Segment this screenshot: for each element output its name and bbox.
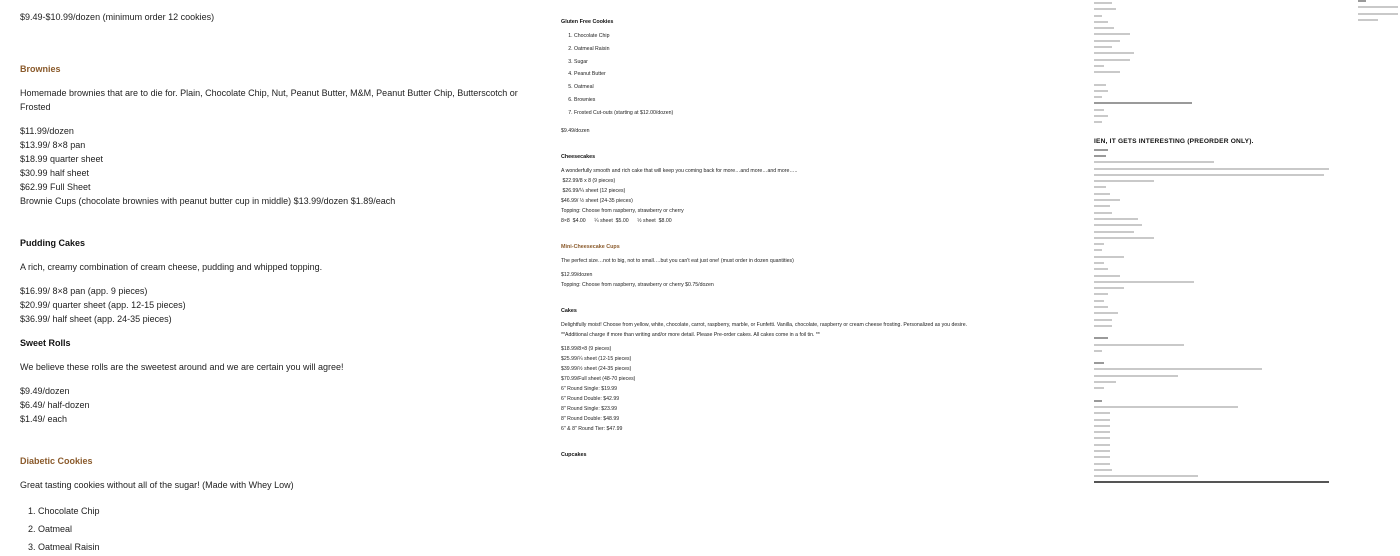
cheesecakes-price: $46.99/ ½ sheet (24-35 pieces) — [561, 197, 633, 204]
blurred-text-line — [1094, 15, 1102, 17]
blurred-text-line — [1094, 193, 1110, 195]
pudding-cakes-description: A rich, creamy combination of cream cheese, pudding and whipped topping. — [20, 262, 323, 272]
blurred-text-line — [1094, 52, 1134, 54]
cakes-description: Delightfully moist! Choose from yellow, white, chocolate, carrot, raspberry, marble, or Funfetti. Vanilla, chocolate, raspberry or cream cheese frosting. Personalized as you desire. — [561, 321, 968, 328]
diabetic-cookies-list — [20, 502, 545, 556]
cheesecakes-topping: Topping: Choose from raspberry, strawberry or cherry — [561, 207, 684, 214]
cakes-price: 6" Round Double: $42.99 — [561, 395, 620, 402]
list-item: 2. Oatmeal — [38, 520, 545, 538]
blurred-text-line — [1094, 8, 1116, 10]
blurred-text-line — [1094, 475, 1198, 477]
gluten-free-list — [561, 30, 1076, 120]
brownies-heading: Brownies — [20, 64, 61, 74]
cakes-price: 6" & 8" Round Tier: $47.99 — [561, 425, 623, 432]
pudding-cakes-price: $20.99/ quarter sheet (app. 12-15 pieces) — [20, 300, 186, 310]
blurred-text-line — [1094, 40, 1120, 42]
list-item: 1. Chocolate Chip — [38, 502, 545, 520]
sweet-rolls-heading: Sweet Rolls — [20, 338, 71, 348]
brownies-price: $11.99/dozen — [20, 126, 74, 136]
preorder-heading: IEN, IT GETS INTERESTING (PREORDER ONLY). — [1094, 137, 1254, 145]
blurred-text-line — [1094, 325, 1112, 327]
diabetic-cookies-heading: Diabetic Cookies — [20, 456, 93, 466]
brownies-price: $62.99 Full Sheet — [20, 182, 91, 192]
blurred-text-line — [1094, 268, 1108, 270]
blurred-text-line — [1094, 262, 1104, 264]
blurred-text-line — [1094, 281, 1194, 283]
blurred-text-line — [1094, 306, 1108, 308]
list-item: 1. Chocolate Chip — [574, 30, 1076, 43]
blurred-text-line — [1094, 174, 1324, 176]
blurred-text-line — [1094, 287, 1124, 289]
blurred-text-line — [1094, 249, 1102, 251]
blurred-text-line — [1094, 115, 1108, 117]
blurred-text-line — [1094, 168, 1329, 170]
pudding-cakes-price: $16.99/ 8×8 pan (app. 9 pieces) — [20, 286, 148, 296]
blurred-text-line — [1094, 155, 1106, 157]
blurred-text-line — [1094, 33, 1130, 35]
blurred-text-line — [1094, 243, 1104, 245]
blurred-text-line — [1094, 444, 1110, 446]
blurred-text-line — [1094, 450, 1110, 452]
divider — [1094, 481, 1329, 483]
list-item: 6. Brownies — [574, 94, 1076, 107]
blurred-text-line — [1094, 437, 1110, 439]
blurred-text-line — [1094, 463, 1110, 465]
cheesecakes-price: $26.99/¼ sheet (12 pieces) — [561, 187, 626, 194]
blurred-text-line — [1094, 199, 1120, 201]
blurred-text-line — [1094, 419, 1110, 421]
blurred-text-line — [1358, 19, 1378, 21]
list-item: 3. Oatmeal Raisin — [38, 538, 545, 556]
cheesecakes-topping-prices: 8×8 $4.00 ¼ sheet $5.00 ½ sheet $8.00 — [561, 217, 672, 224]
left-page-panel — [0, 0, 545, 552]
blurred-text-line — [1094, 109, 1104, 111]
cheesecakes-price: $22.99/8 x 8 (9 pieces) — [561, 177, 616, 184]
blurred-text-line — [1094, 90, 1108, 92]
cheesecakes-description: A wonderfully smooth and rich cake that will keep you coming back for more…and more…and more….. — [561, 167, 798, 174]
blurred-text-line — [1094, 121, 1102, 123]
blurred-text-line — [1094, 344, 1184, 346]
blurred-text-line — [1094, 375, 1178, 377]
cakes-note: **Additional charge if more than writing and/or more detail. Please Pre-order cakes. All cakes come in a foil tin. ** — [561, 331, 820, 338]
blurred-text-line — [1094, 412, 1110, 414]
blurred-text-line — [1094, 27, 1114, 29]
blurred-text-line — [1094, 368, 1262, 370]
blurred-text-line — [1094, 362, 1104, 364]
blurred-text-line — [1094, 180, 1154, 182]
cakes-price: $39.99/½ sheet (24-35 pieces) — [561, 365, 632, 372]
blurred-text-line — [1094, 46, 1112, 48]
blurred-text-line — [1094, 431, 1110, 433]
blurred-text-line — [1094, 275, 1120, 277]
mini-cheesecake-heading: Mini-Cheesecake Cups — [561, 243, 620, 250]
list-item: 3. Sugar — [574, 56, 1076, 69]
hours-sidebar — [1358, 0, 1398, 25]
blurred-text-line — [1094, 96, 1102, 98]
blurred-text-line — [1094, 387, 1104, 389]
blurred-text-line — [1358, 6, 1398, 8]
brownie-cups-price: Brownie Cups (chocolate brownies with peanut butter cup in middle) $13.99/dozen $1.89/each — [20, 196, 396, 206]
cakes-price: $25.99/¼ sheet (12-15 pieces) — [561, 355, 632, 362]
cakes-heading: Cakes — [561, 307, 577, 314]
blurred-text-line — [1094, 300, 1104, 302]
sweet-rolls-price: $9.49/dozen — [20, 386, 70, 396]
blurred-text-line — [1094, 149, 1108, 151]
blurred-text-line — [1358, 13, 1398, 15]
mini-cheesecake-topping: Topping: Choose from raspberry, strawberry or cherry $0.75/dozen — [561, 281, 714, 288]
cakes-price: $18.99/8×8 (9 pieces) — [561, 345, 612, 352]
list-item: 2. Oatmeal Raisin — [574, 43, 1076, 56]
sweet-rolls-description: We believe these rolls are the sweetest around and we are certain you will agree! — [20, 362, 344, 372]
blurred-text-line — [1094, 469, 1112, 471]
list-item: 5. Oatmeal — [574, 81, 1076, 94]
blurred-text-line — [1094, 293, 1108, 295]
blurred-text-line — [1358, 0, 1366, 2]
gluten-free-heading: Gluten Free Cookies — [561, 19, 614, 25]
blurred-text-line — [1094, 406, 1238, 408]
cakes-price: $70.99/Full sheet (48-70 pieces) — [561, 375, 636, 382]
blurred-text-line — [1094, 319, 1112, 321]
blurred-text-line — [1094, 425, 1110, 427]
blurred-text-line — [1094, 350, 1102, 352]
blurred-text-line — [1094, 161, 1214, 163]
cheesecakes-heading: Cheesecakes — [561, 153, 596, 160]
brownies-price: $13.99/ 8×8 pan — [20, 140, 86, 150]
list-item: 4. Peanut Butter — [574, 68, 1076, 81]
list-item: 7. Frosted Cut-outs (starting at $12.00/dozen) — [574, 107, 1076, 120]
blurred-text-line — [1094, 102, 1192, 104]
sweet-rolls-price: $1.49/ each — [20, 414, 68, 424]
blurred-text-line — [1094, 21, 1108, 23]
pudding-cakes-price: $36.99/ half sheet (app. 24-35 pieces) — [20, 314, 172, 324]
blurred-text-line — [1094, 312, 1118, 314]
blurred-text-line — [1094, 65, 1104, 67]
blurred-text-line — [1094, 59, 1130, 61]
sweet-rolls-price: $6.49/ half-dozen — [20, 400, 90, 410]
brownies-price: $18.99 quarter sheet — [20, 154, 104, 164]
blurred-text-line — [1094, 84, 1106, 86]
cupcakes-heading: Cupcakes — [561, 451, 587, 458]
right-page-panel — [1088, 0, 1400, 500]
blurred-text-line — [1094, 2, 1112, 4]
cookie-price-text: $9.49-$10.99/dozen (minimum order 12 cookies) — [20, 12, 215, 22]
pudding-cakes-heading: Pudding Cakes — [20, 238, 86, 248]
blurred-text-line — [1094, 381, 1116, 383]
blurred-text-line — [1094, 71, 1120, 73]
brownies-price: $30.99 half sheet — [20, 168, 90, 178]
blurred-text-line — [1094, 337, 1108, 339]
cakes-price: 6" Round Single: $19.99 — [561, 385, 618, 392]
gluten-free-price: $9.49/dozen — [561, 127, 590, 134]
diabetic-cookies-description: Great tasting cookies without all of the sugar! (Made with Whey Low) — [20, 480, 294, 490]
mini-cheesecake-description: The perfect size…not to big, not to small….but you can't eat just one! (must order in dozen quantities) — [561, 257, 794, 264]
cakes-price: 8" Round Single: $23.99 — [561, 405, 618, 412]
mini-cheesecake-price: $12.99/dozen — [561, 271, 593, 278]
blurred-text-line — [1094, 456, 1110, 458]
blurred-text-line — [1094, 224, 1142, 226]
blurred-text-line — [1094, 218, 1138, 220]
blurred-text-line — [1094, 231, 1134, 233]
blurred-text-line — [1094, 186, 1106, 188]
middle-page-panel — [556, 0, 1076, 500]
blurred-text-line — [1094, 237, 1154, 239]
blurred-text-line — [1094, 212, 1112, 214]
blurred-text-line — [1094, 256, 1124, 258]
brownies-description: Homemade brownies that are to die for. Plain, Chocolate Chip, Nut, Peanut Butter, M&M, Peanut Butter Chip, Butterscotch or Frosted — [20, 88, 518, 112]
cakes-price: 8" Round Double: $48.99 — [561, 415, 620, 422]
blurred-text-line — [1094, 400, 1102, 402]
blurred-text-line — [1094, 205, 1110, 207]
